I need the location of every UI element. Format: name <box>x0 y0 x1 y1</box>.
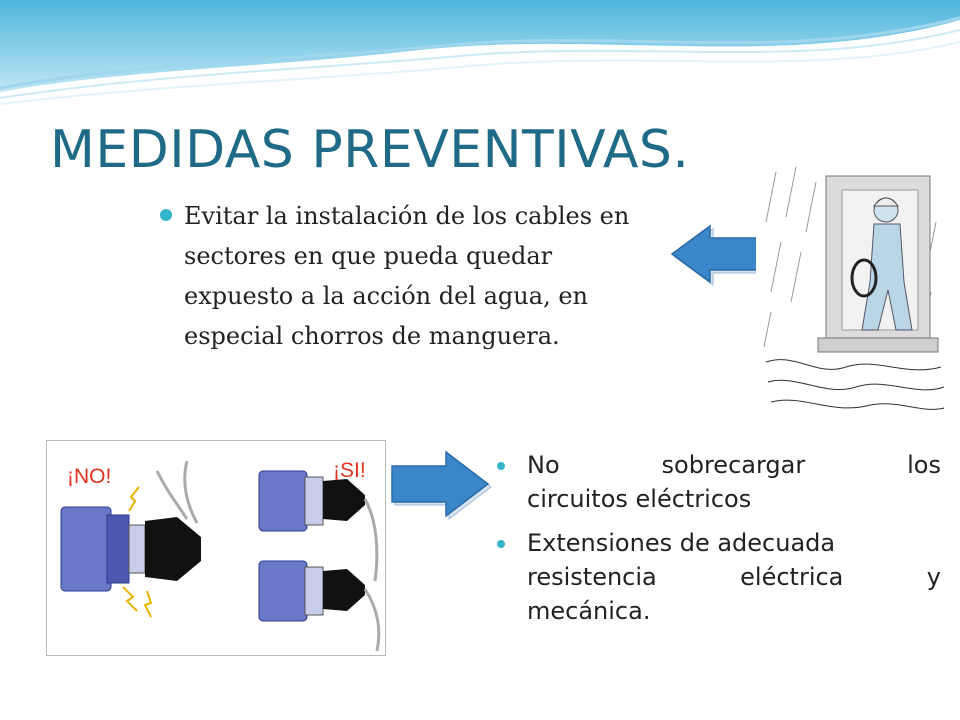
word-resistencia: resistencia <box>527 563 657 591</box>
bullet-water-text: Evitar la instalación de los cables en sectores en que pueda quedar expuesto a la acción del agua, en especial chorros de manguera. <box>184 202 630 350</box>
bullet-water-warning <box>160 196 650 356</box>
bullet-extensions-line3: mecánica. <box>527 597 651 625</box>
bullet-overload <box>497 448 941 516</box>
bottom-bullet-list <box>497 448 941 638</box>
plug-comparison-image <box>46 440 386 656</box>
label-no: ¡NO! <box>67 465 112 488</box>
bullet-overload-line1 <box>527 448 941 482</box>
page-title: MEDIDAS PREVENTIVAS. <box>50 120 690 180</box>
bullet-dot <box>497 540 505 548</box>
worker-rain-illustration <box>756 162 948 422</box>
bullet-dot <box>497 462 505 470</box>
word-sobrecargar: sobrecargar <box>661 451 806 479</box>
word-electrica: eléctrica <box>740 563 844 591</box>
word-no: No <box>527 451 560 479</box>
word-los: los <box>907 451 941 479</box>
header-wave-decoration <box>0 0 960 110</box>
bullet-extensions-line2 <box>527 560 941 594</box>
bullet-dot <box>160 209 172 221</box>
arrow-right-icon <box>390 448 494 520</box>
word-y: y <box>926 563 941 591</box>
bullet-overload-line2: circuitos eléctricos <box>527 485 752 513</box>
bullet-extensions <box>497 526 941 628</box>
arrow-left-icon <box>668 222 762 286</box>
label-si: ¡SI! <box>333 459 366 482</box>
bullet-extensions-line1: Extensiones de adecuada <box>527 529 836 557</box>
